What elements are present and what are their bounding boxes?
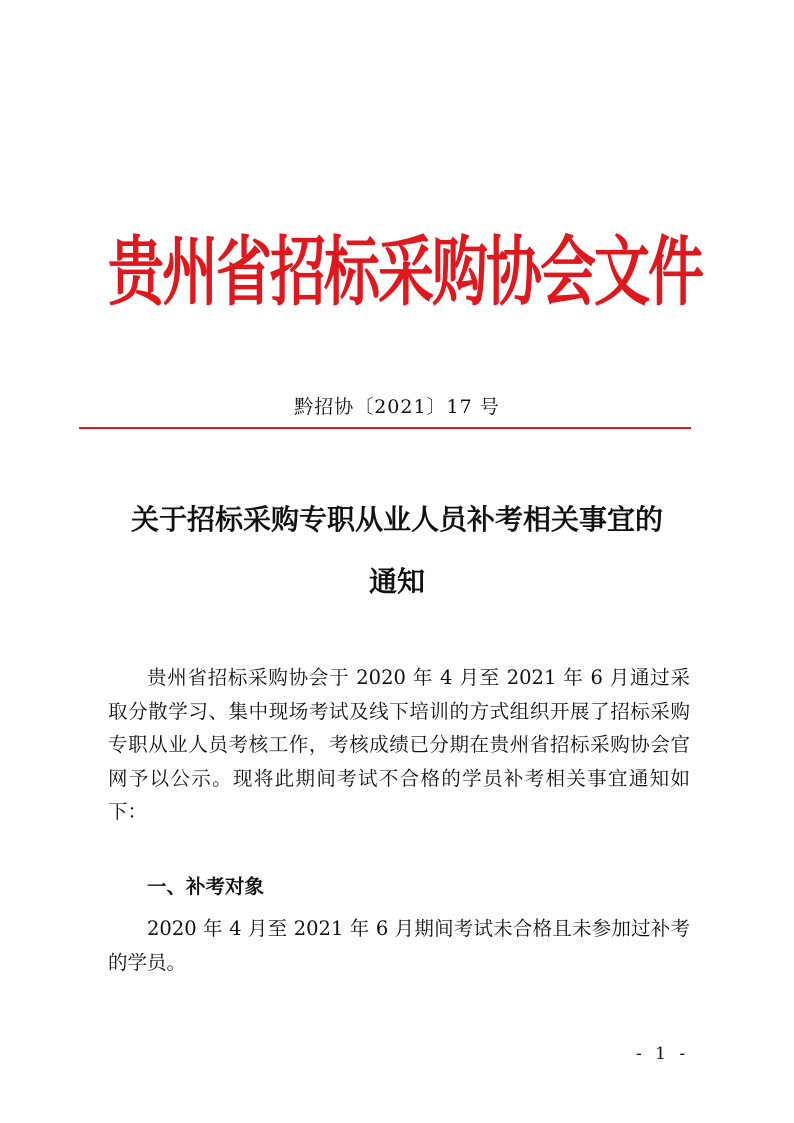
document-number: 黔招协〔2021〕17 号 bbox=[294, 396, 500, 418]
page-number: - 1 - bbox=[636, 1044, 690, 1064]
body-paragraph-section-1: 2020 年 4 月至 2021 年 6 月期间考试未合格且未参加过补考的学员。 bbox=[108, 917, 690, 974]
document-header-title: 贵州省招标采购协会文件 bbox=[108, 229, 702, 317]
section-heading-1: 一、补考对象 bbox=[147, 875, 265, 898]
body-paragraph-intro: 贵州省招标采购协会于 2020 年 4 月至 2021 年 6 月通过采取分散学习、集中现场考试及线下培训的方式组织开展了招标采购专职从业人员考核工作，考核成绩已分期在贵州省招标采购协会官网予以公示。现将此期间考试不合格的学员补考相关事宜通知如下： bbox=[108, 666, 690, 823]
notice-title-line-1: 关于招标采购专职从业人员补考相关事宜的 bbox=[130, 503, 663, 536]
red-divider-line bbox=[79, 427, 691, 429]
notice-title-line-2: 通知 bbox=[368, 565, 425, 598]
